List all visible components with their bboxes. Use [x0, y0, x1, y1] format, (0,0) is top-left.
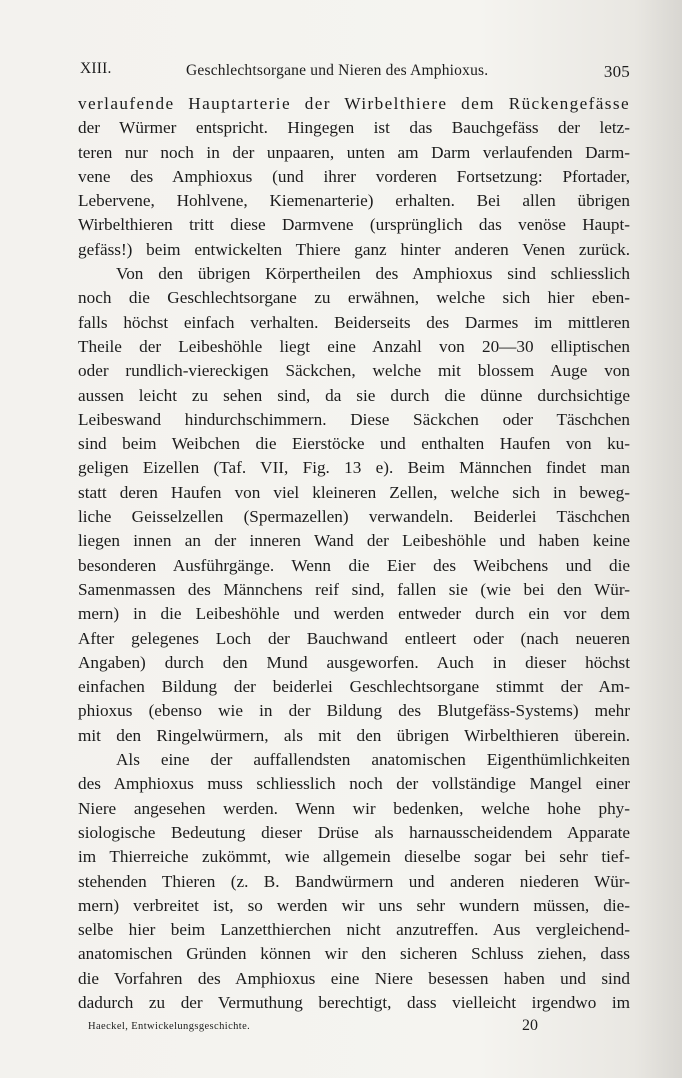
text-line: dadurch zu der Vermuthung berechtigt, dass vielleicht irgendwo im — [78, 992, 630, 1012]
text-line: vene des Amphioxus (und ihrer vorderen Fortsetzung: Pfortader, — [78, 166, 630, 186]
text-line: oder rundlich-viereckigen Säckchen, welche mit blossem Auge von — [78, 361, 630, 381]
text-line: siologische Bedeutung dieser Drüse als harnausscheidendem Apparate — [78, 822, 630, 842]
text-line: mern) verbreitet ist, so werden wir uns sehr wundern müssen, die- — [78, 895, 630, 915]
text-line: im Thierreiche zukömmt, wie allgemein dieselbe sogar bei sehr tief- — [78, 847, 630, 867]
text-line: Von den übrigen Körpertheilen des Amphioxus sind schliesslich — [116, 264, 630, 284]
text-line: phioxus (ebenso wie in der Bildung des Blutgefäss-Systems) mehr — [78, 701, 630, 721]
text-line: Wirbelthieren tritt diese Darmvene (ursprünglich das venöse Haupt- — [78, 215, 630, 235]
sheet-number: 20 — [522, 1017, 538, 1034]
text-line: besonderen Ausführgänge. Wenn die Eier des Weibchens und die — [78, 555, 630, 575]
text-line: einfachen Bildung der beiderlei Geschlechtsorgane stimmt der Am- — [78, 677, 630, 697]
text-line: noch die Geschlechtsorgane zu erwähnen, welche sich hier eben- — [78, 288, 630, 308]
text-line: Samenmassen des Männchens reif sind, fallen sie (wie bei den Wür- — [78, 579, 630, 599]
text-line: geligen Eizellen (Taf. VII, Fig. 13 e). Beim Männchen findet man — [78, 458, 630, 478]
chapter-number: XIII. — [80, 60, 112, 77]
text-line: verlaufende Hauptarterie der Wirbelthiere dem Rückengefässe — [78, 94, 630, 113]
running-head — [80, 60, 630, 86]
running-title: Geschlechtsorgane und Nieren des Amphioxus. — [186, 62, 489, 79]
text-line: teren nur noch in der unpaaren, unten am Darm verlaufenden Darm- — [78, 142, 630, 162]
text-line: mern) in die Leibeshöhle und werden entweder durch ein vor dem — [78, 604, 630, 624]
text-line: falls höchst einfach verhalten. Beiderseits des Darmes im mittleren — [78, 312, 630, 332]
page-number: 305 — [603, 62, 630, 81]
text-line: aussen leicht zu sehen sind, da sie durch die dünne durchsichtige — [78, 385, 630, 405]
text-line: gefäss!) beim entwickelten Thiere ganz hinter anderen Venen zurück. — [78, 239, 630, 259]
text-line: sind beim Weibchen die Eierstöcke und enthalten Haufen von ku- — [78, 434, 630, 454]
text-line: Angaben) durch den Mund ausgeworfen. Auch in dieser höchst — [78, 652, 630, 672]
page-footer — [88, 1017, 630, 1037]
text-line: Leibeswand hindurchschimmern. Diese Säckchen oder Täschchen — [78, 409, 630, 429]
text-line: Niere angesehen werden. Wenn wir bedenken, welche hohe phy- — [78, 798, 630, 818]
text-line: After gelegenes Loch der Bauchwand entleert oder (nach neueren — [78, 628, 630, 648]
text-line: Theile der Leibeshöhle liegt eine Anzahl von 20—30 elliptischen — [78, 336, 630, 356]
text-line: statt deren Haufen von viel kleineren Zellen, welche sich in beweg- — [78, 482, 630, 502]
text-line: die Vorfahren des Amphioxus eine Niere besessen haben und sind — [78, 968, 630, 988]
text-line: liche Geisselzellen (Spermazellen) verwandeln. Beiderlei Täschchen — [78, 507, 630, 527]
text-line: Lebervene, Hohlvene, Kiemenarterie) erhalten. Bei allen übrigen — [78, 191, 630, 211]
text-line: Als eine der auffallendsten anatomischen Eigenthümlichkeiten — [116, 750, 630, 770]
body-text — [78, 92, 630, 1015]
text-line: des Amphioxus muss schliesslich noch der vollständige Mangel einer — [78, 774, 630, 794]
text-line: anatomischen Gründen können wir den sicheren Schluss ziehen, dass — [78, 944, 630, 964]
text-line: stehenden Thieren (z. B. Bandwürmern und anderen niederen Wür- — [78, 871, 630, 891]
text-line: liegen innen an der inneren Wand der Leibeshöhle und haben keine — [78, 531, 630, 551]
printer-signature: Haeckel, Entwickelungsgeschichte. — [88, 1021, 251, 1032]
text-line: selbe hier beim Lanzetthierchen nicht anzutreffen. Aus vergleichend- — [78, 920, 630, 940]
text-line: mit den Ringelwürmern, als mit den übrigen Wirbelthieren überein. — [78, 725, 630, 745]
text-line: der Würmer entspricht. Hingegen ist das Bauchgefäss der letz- — [78, 118, 630, 138]
